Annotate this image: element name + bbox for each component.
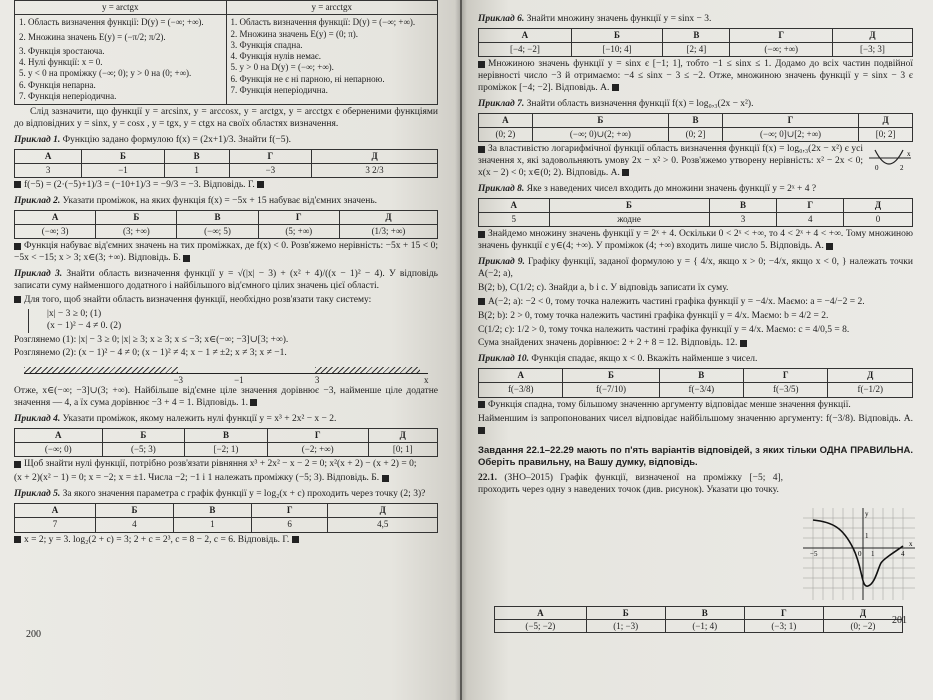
answer-cell: (−∞; 3) bbox=[15, 225, 96, 239]
end-marker-icon bbox=[183, 255, 190, 262]
answer-header: Б bbox=[82, 149, 165, 163]
example-5-text: За якого значення параметра c графік функції y = log₂(x + c) проходить через точку (2; 3)? bbox=[62, 489, 426, 500]
answer-cell: [2; 4] bbox=[663, 43, 730, 57]
example-10-answers bbox=[478, 368, 913, 398]
answer-cell: (1; −3) bbox=[586, 620, 665, 633]
answer-header: В bbox=[669, 113, 723, 127]
task-22-1-number: 22.1. bbox=[478, 473, 497, 483]
solution-marker-icon bbox=[478, 298, 485, 305]
answer-header: В bbox=[663, 28, 730, 42]
answer-header: А bbox=[479, 369, 563, 383]
answer-cell: (−∞; 0) bbox=[15, 443, 103, 457]
answer-header: Б bbox=[102, 428, 185, 442]
answer-header: Д bbox=[368, 428, 437, 442]
example-2-solution: Функція набуває від'ємних значень на тих проміжках, де f(x) < 0. Розв'яжемо нерівність: −5x + 15 < 0; −5x < −15; x > 3; x∈(3; +∞). Відповідь. Б. bbox=[14, 241, 438, 264]
answer-header: Г bbox=[258, 210, 339, 224]
example-7-text: Знайти область визначення функції f(x) = log₀,₃(2x − x²). bbox=[526, 99, 754, 109]
graph-label-y: y bbox=[865, 510, 869, 518]
arcctg-header: y = arcctgx bbox=[226, 1, 438, 15]
task-22-1-text: (ЗНО–2015) Графік функції, визначеної на проміжку [−5; 4], проходить через одну з наведених точок (див. рисунок). Указати цю точку. bbox=[478, 473, 783, 495]
sketch-label: 2 bbox=[900, 164, 904, 173]
task-22-1-answers-wrap bbox=[494, 606, 903, 633]
example-4-solution-2: (x + 2)(x² − 1) = 0; x = −2; x = ±1. Числа −2; −1 і 1 належать проміжку (−5; 3). Відповідь. Б. bbox=[14, 473, 380, 484]
left-page bbox=[0, 0, 460, 700]
end-marker-icon bbox=[826, 243, 833, 250]
answer-header: В bbox=[665, 607, 744, 620]
end-marker-icon bbox=[382, 475, 389, 482]
number-line-label: 3 bbox=[314, 375, 320, 386]
answer-header: Д bbox=[844, 198, 913, 212]
answer-header: Д bbox=[859, 113, 913, 127]
example-7-solution: За властивістю логарифмічної функції область визначення функції f(x) = log₀,₃(2x − x²) є усі значення x, які задовольняють умову 2x − x² > 0. Розв'яжемо утворену нерівність: x² − 2x < 0; x(x − 2) < 0; x∈(0; 2). Відповідь. А. bbox=[478, 144, 863, 179]
graph-label-x: x bbox=[909, 540, 913, 548]
intro-text: Слід зазначити, що функції y = arcsinx, y = arccosx, y = arctgx, y = arcctgx є оберненими функціями до відповідних y = sinx, y = cosx , y = tgx, y = ctgx на своїх областях визначення. bbox=[14, 107, 438, 129]
answer-cell: (0; −2) bbox=[823, 620, 902, 633]
answer-cell: (−3; 1) bbox=[744, 620, 823, 633]
arcctg-prop: 6. Функція не є ні парною, ні непарною. bbox=[230, 73, 385, 84]
answer-cell: 1 bbox=[173, 518, 251, 532]
number-line-axis bbox=[24, 373, 428, 374]
answer-header: В bbox=[164, 149, 229, 163]
example-9-line-a: A(−2; a): −2 < 0, тому точка належить частині графіка функції y = −4/x. Маємо: a = −4/−2 = 2. bbox=[488, 296, 865, 307]
answer-header: Г bbox=[777, 198, 844, 212]
parabola-sign-sketch bbox=[867, 146, 913, 172]
answer-header: В bbox=[709, 198, 777, 212]
solution-marker-icon bbox=[14, 181, 21, 188]
arcctg-prop: 7. Функція неперіодична. bbox=[230, 84, 328, 95]
sketch-parabola bbox=[875, 150, 903, 164]
example-7-answers bbox=[478, 113, 913, 143]
answer-header: А bbox=[15, 210, 96, 224]
example-6-text: Знайти множину значень функції y = sinx − 3. bbox=[526, 14, 712, 24]
answer-header: Г bbox=[251, 504, 327, 518]
answer-header: Б bbox=[563, 369, 659, 383]
example-3-consider-2: Розглянемо (2): (x − 1)² − 4 ≠ 0; (x − 1)² ≠ 4; x − 1 ≠ ±2; x ≠ 3; x ≠ −1. bbox=[14, 348, 287, 359]
graph-label-1y: 1 bbox=[865, 532, 869, 540]
example-5-answers bbox=[14, 503, 438, 533]
example-9-text-1: Графіку функції, заданої формулою y = { 4/x, якщо x > 0; −4/x, якщо x < 0, } належать точки A(−2; a), bbox=[478, 257, 914, 279]
answer-cell: (−∞; +∞) bbox=[730, 43, 832, 57]
solution-marker-icon bbox=[478, 401, 485, 408]
answer-header: Г bbox=[730, 28, 832, 42]
example-2-title: Приклад 2. bbox=[14, 196, 61, 206]
arctg-prop: 4. Нулі функції: x = 0. bbox=[19, 57, 103, 67]
example-8-solution: Знайдемо множину значень функції y = 2ˣ + 4. Оскільки 0 < 2ˣ < +∞, то 4 < 2ˣ + 4 < +∞. Тому множиною значень функції є y∈(4; +∞). У проміжок (4; +∞) входить лише число 5. Відповідь. А. bbox=[478, 229, 913, 252]
example-4-answers bbox=[14, 428, 438, 458]
example-1 bbox=[14, 135, 438, 192]
answer-cell: 7 bbox=[15, 518, 96, 532]
sketch-label: 0 bbox=[875, 164, 879, 173]
arctg-header: y = arctgx bbox=[15, 1, 227, 15]
example-9-line-c: C(1/2; c): 1/2 > 0, тому точка належить частині графіка функції y = 4/x. Маємо: c = 4/0,5 = 8. bbox=[478, 324, 850, 335]
example-5-title: Приклад 5. bbox=[14, 489, 61, 500]
answer-cell: f(−3/5) bbox=[744, 383, 828, 397]
answer-header: А bbox=[479, 198, 550, 212]
answer-header: Д bbox=[828, 369, 913, 383]
answer-cell: 0 bbox=[844, 213, 913, 227]
answer-header: Г bbox=[229, 149, 312, 163]
example-6-title: Приклад 6. bbox=[478, 14, 525, 24]
example-4-text: Указати проміжок, якому належить нулі функції y = x³ + 2x² − x − 2. bbox=[62, 414, 337, 424]
answer-cell: 4,5 bbox=[328, 518, 438, 532]
example-3-text: Знайти область визначення функції y = √(|x| − 3) + (x² + 4)/((x − 1)² − 4). У відповідь записати суму найменшого додатного і найбільшого від'ємного цілих значень цієї області. bbox=[14, 269, 438, 291]
example-6-answers bbox=[478, 28, 913, 58]
answer-cell: (−2; +∞) bbox=[267, 443, 368, 457]
answer-cell: 3 2/3 bbox=[312, 163, 438, 177]
answer-cell: 3 bbox=[15, 163, 82, 177]
solution-marker-icon bbox=[14, 296, 21, 303]
example-8-answers bbox=[478, 198, 913, 228]
answer-header: Д bbox=[832, 28, 912, 42]
example-2 bbox=[14, 196, 438, 265]
example-8 bbox=[478, 184, 913, 253]
example-3-title: Приклад 3. bbox=[14, 269, 63, 280]
example-1-solution: f(−5) = (2·(−5)+1)/3 = (−10+1)/3 = −9/3 = −3. Відповідь. Г. bbox=[24, 180, 255, 191]
arctg-prop: 3. Функція зростаюча. bbox=[19, 45, 105, 56]
example-9-text-2: B(2; b), C(1/2; c). Знайди a, b і c. У відповідь записати їх суму. bbox=[478, 282, 729, 293]
answer-header: В bbox=[659, 369, 743, 383]
example-4 bbox=[14, 414, 438, 485]
answer-cell: (3; +∞) bbox=[96, 225, 177, 239]
arctg-prop: 7. Функція неперіодична. bbox=[19, 90, 117, 101]
solution-marker-icon bbox=[478, 231, 485, 238]
answer-header: Г bbox=[744, 369, 828, 383]
answer-cell: [−2; 1) bbox=[185, 443, 268, 457]
solution-marker-icon bbox=[14, 461, 21, 468]
answer-cell: 4 bbox=[777, 213, 844, 227]
example-6-solution: Множиною значень функції y = sinx є [−1; 1], тобто −1 ≤ sinx ≤ 1. Додамо до всіх частин подвійної нерівності число −3 й отримаємо: −4 ≤ sinx − 3 ≤ −2. Отже, множиною значень функції y = sinx − 3 є проміжок [−4; −2]. Відповідь. А. bbox=[478, 59, 913, 94]
answer-header: Д bbox=[339, 210, 437, 224]
answer-cell: (1/3; +∞) bbox=[339, 225, 437, 239]
answer-cell: [−4; −2] bbox=[479, 43, 572, 57]
system-line: (x − 1)² − 4 ≠ 0. (2) bbox=[47, 320, 122, 331]
answer-header: Д bbox=[312, 149, 438, 163]
answer-header: Б bbox=[571, 28, 662, 42]
answer-cell: [0; 2] bbox=[859, 128, 913, 142]
answer-header: Г bbox=[267, 428, 368, 442]
answer-header: Б bbox=[96, 504, 174, 518]
example-3-solution-intro: Для того, щоб знайти область визначення функції, необхідно розв'язати таку систему: bbox=[24, 294, 372, 305]
answer-cell: (−5; 3) bbox=[102, 443, 185, 457]
answer-header: Б bbox=[96, 210, 177, 224]
answer-cell: f(−3/4) bbox=[659, 383, 743, 397]
arctg-props bbox=[15, 15, 227, 105]
answer-header: В bbox=[177, 210, 258, 224]
example-3-system bbox=[28, 309, 438, 333]
example-4-solution-1: Щоб знайти нулі функції, потрібно розв'язати рівняння x³ + 2x² − x − 2 = 0; x²(x + 2) − (x + 2) = 0; bbox=[24, 459, 417, 470]
answer-header: Г bbox=[722, 113, 858, 127]
answer-header: Б bbox=[586, 607, 665, 620]
answer-cell: (−∞; 0)∪(2; +∞) bbox=[532, 128, 668, 142]
solution-marker-icon bbox=[14, 243, 21, 250]
example-10-title: Приклад 10. bbox=[478, 354, 530, 365]
answer-cell: −3 bbox=[229, 163, 312, 177]
example-10-solution-1: Функція спадна, тому більшому значенню аргументу відповідає менше значення функції. bbox=[488, 399, 851, 410]
answer-cell: (5; +∞) bbox=[258, 225, 339, 239]
answer-header: В bbox=[173, 504, 251, 518]
example-5 bbox=[14, 489, 438, 546]
end-marker-icon bbox=[250, 399, 257, 406]
answer-cell: [−3; 3] bbox=[832, 43, 912, 57]
example-10 bbox=[478, 354, 913, 437]
answer-header: А bbox=[495, 607, 587, 620]
solution-marker-icon bbox=[478, 61, 485, 68]
number-line-label: −3 bbox=[173, 375, 184, 386]
example-9-sum: Сума знайдених значень дорівнює: 2 + 2 + 8 = 12. Відповідь. 12. bbox=[478, 338, 738, 349]
example-7-solution-wrap bbox=[478, 144, 913, 180]
page-number-right: 201 bbox=[892, 615, 907, 626]
answer-header: Д bbox=[823, 607, 902, 620]
answer-cell: f(−1/2) bbox=[828, 383, 913, 397]
answer-header: Д bbox=[328, 504, 438, 518]
answer-cell: [0; 1] bbox=[368, 443, 437, 457]
answer-header: А bbox=[15, 428, 103, 442]
example-3-conclusion: Отже, x∈(−∞; −3]∪(3; +∞). Найбільше від'ємне ціле значення дорівнює −3, найменше ціле додатне значення — 4, а їх сума дорівнює −3 + 4 = 1. Відповідь. 1. bbox=[14, 386, 438, 409]
arctg-prop: 5. y < 0 на проміжку (−∞; 0); y > 0 на (0; +∞). bbox=[19, 68, 192, 79]
book-spine bbox=[455, 0, 467, 700]
answer-header: Г bbox=[744, 607, 823, 620]
arcctg-props bbox=[226, 15, 438, 105]
graph-label-minus5: −5 bbox=[810, 550, 818, 558]
answer-cell: (0; 2) bbox=[479, 128, 533, 142]
arcctg-prop: 3. Функція спадна. bbox=[230, 39, 303, 50]
arctg-prop: 6. Функція непарна. bbox=[19, 79, 96, 90]
example-9-line-b: B(2; b): 2 > 0, тому точка належить частині графіка функції y = 4/x. Маємо: b = 4/2 = 2. bbox=[478, 310, 829, 321]
answer-cell: (−∞; 5) bbox=[177, 225, 258, 239]
left-page-content bbox=[14, 0, 438, 700]
answer-cell: (0; 2] bbox=[669, 128, 723, 142]
graph-label-4: 4 bbox=[901, 550, 905, 558]
right-page bbox=[462, 0, 933, 700]
answer-cell: [−10; 4] bbox=[571, 43, 662, 57]
task-22-1 bbox=[478, 473, 913, 497]
example-9-title: Приклад 9. bbox=[478, 257, 525, 268]
arcctg-prop: 1. Область визначення функції: D(y) = (−∞; +∞). bbox=[230, 17, 416, 28]
answer-cell: (−5; −2) bbox=[495, 620, 587, 633]
example-1-title: Приклад 1. bbox=[14, 134, 61, 145]
answer-header: В bbox=[185, 428, 268, 442]
end-marker-icon bbox=[292, 536, 299, 543]
example-7-title: Приклад 7. bbox=[478, 99, 525, 109]
example-5-solution: x = 2; y = 3. log₂(2 + c) = 3; 2 + c = 2³, c = 8 − 2, c = 6. Відповідь. Г. bbox=[24, 534, 290, 545]
graph-label-1x: 1 bbox=[871, 550, 875, 558]
example-10-solution-2: Найменшим із запропонованих чисел відповідає найбільшому значенню аргументу: f(−3/8). Відповідь. А. bbox=[478, 413, 913, 424]
answer-cell: (−∞; 0]∪[2; +∞) bbox=[722, 128, 858, 142]
example-8-text: Яке з наведених чисел входить до множини значень функції y = 2ˣ + 4 ? bbox=[526, 184, 817, 194]
example-2-text: Указати проміжок, на яких функція f(x) = −5x + 15 набуває від'ємних значень. bbox=[62, 196, 378, 206]
arctg-prop: 1. Область визначення функції: D(y) = (−∞; +∞). bbox=[19, 17, 204, 28]
graph-label-0: 0 bbox=[858, 550, 862, 558]
example-6 bbox=[478, 14, 913, 95]
answer-header: А bbox=[15, 149, 82, 163]
task-22-1-graph bbox=[803, 508, 915, 600]
end-marker-icon bbox=[622, 169, 629, 176]
arcctg-prop: 2. Множина значень E(y) = (0; π). bbox=[230, 28, 358, 39]
arctg-prop: 2. Множина значень E(y) = (−π/2; π/2). bbox=[19, 31, 166, 42]
number-line bbox=[24, 362, 428, 384]
answer-header: Б bbox=[549, 198, 709, 212]
answer-header: Б bbox=[532, 113, 668, 127]
tasks-title: Завдання 22.1–22.29 мають по п'ять варіантів відповідей, з яких тільки ОДНА ПРАВИЛЬНА. Оберіть правильну, на Вашу думку, відповідь. bbox=[478, 445, 913, 469]
answer-cell: 5 bbox=[479, 213, 550, 227]
answer-cell: (−1; 4) bbox=[665, 620, 744, 633]
answer-cell: жодне bbox=[549, 213, 709, 227]
task-22-1-answers bbox=[494, 606, 903, 633]
number-line-label: x bbox=[423, 375, 429, 386]
example-1-answers bbox=[14, 149, 438, 179]
end-marker-icon bbox=[740, 340, 747, 347]
answer-cell: 4 bbox=[96, 518, 174, 532]
page-number-left: 200 bbox=[26, 629, 41, 640]
example-2-answers bbox=[14, 210, 438, 240]
answer-header: А bbox=[479, 28, 572, 42]
answer-cell: 3 bbox=[709, 213, 777, 227]
example-3-consider-1: Розглянемо (1): |x| − 3 ≥ 0; |x| ≥ 3; x ≥ 3; x ≤ −3; x∈(−∞; −3]∪[3; +∞). bbox=[14, 334, 289, 345]
answer-header: А bbox=[15, 504, 96, 518]
system-line: |x| − 3 ≥ 0; (1) bbox=[47, 308, 102, 319]
example-1-text: Функцію задано формулою f(x) = (2x+1)/3. Знайти f(−5). bbox=[62, 134, 292, 145]
sketch-label: x bbox=[907, 150, 911, 159]
solution-marker-icon bbox=[14, 536, 21, 543]
answer-cell: 1 bbox=[164, 163, 229, 177]
answer-header: А bbox=[479, 113, 533, 127]
end-marker-icon bbox=[478, 427, 485, 434]
answer-cell: 6 bbox=[251, 518, 327, 532]
end-marker-icon bbox=[257, 181, 264, 188]
answer-cell: f(−7/10) bbox=[563, 383, 659, 397]
solution-marker-icon bbox=[478, 146, 485, 153]
example-4-title: Приклад 4. bbox=[14, 414, 61, 424]
arcctg-prop: 4. Функція нулів немає. bbox=[230, 51, 321, 61]
example-3 bbox=[14, 269, 438, 410]
example-8-title: Приклад 8. bbox=[478, 184, 525, 194]
example-10-text: Функція спадає, якщо x < 0. Вкажіть найменше з чисел. bbox=[531, 354, 758, 365]
arcctg-prop: 5. y > 0 на D(y) = (−∞; +∞). bbox=[230, 62, 334, 73]
answer-cell: −1 bbox=[82, 163, 165, 177]
end-marker-icon bbox=[612, 84, 619, 91]
answer-cell: f(−3/8) bbox=[479, 383, 563, 397]
number-line-label: −1 bbox=[234, 375, 244, 386]
example-7 bbox=[478, 99, 913, 180]
example-9 bbox=[478, 257, 913, 350]
properties-table bbox=[14, 0, 438, 105]
